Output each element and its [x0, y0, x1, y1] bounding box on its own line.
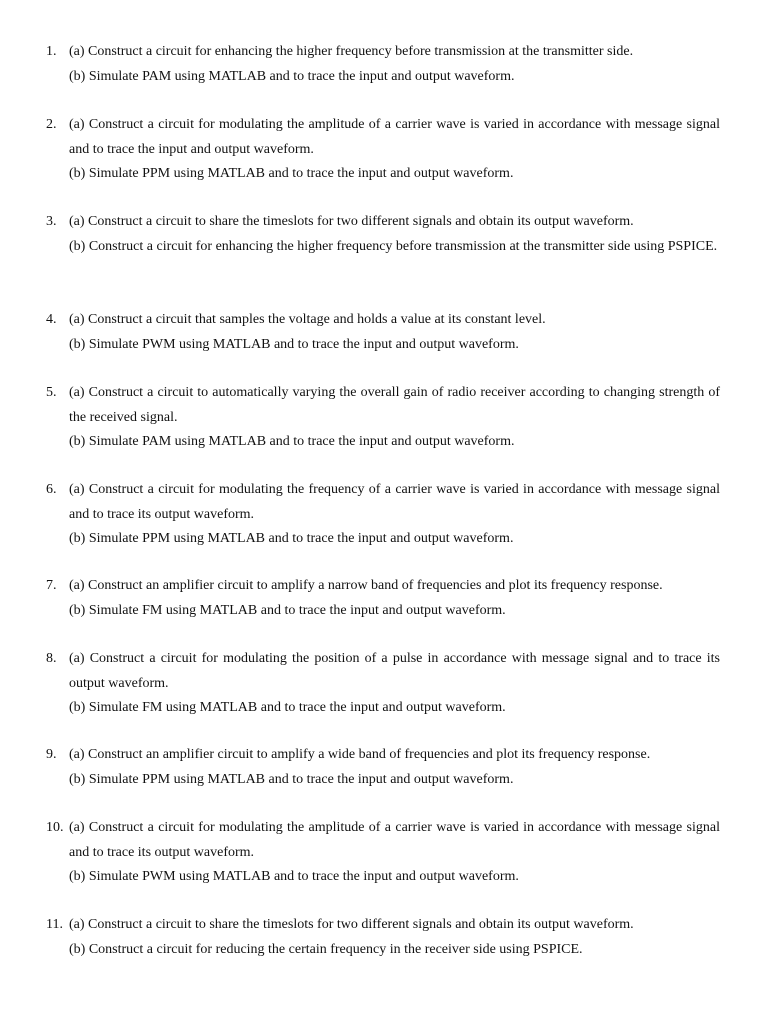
question-body [69, 913, 720, 962]
question-number: 10. [46, 820, 64, 835]
question-number: 3. [46, 214, 57, 229]
question-item [46, 913, 720, 962]
question-part-a: (a) Construct a circuit for modulating the frequency of a carrier wave is varied in accordance with message signal and to trace its output waveform. [69, 482, 720, 522]
question-part-a: (a) Construct an amplifier circuit to amplify a wide band of frequencies and plot its frequency response. [69, 747, 651, 762]
question-part-a: (a) Construct a circuit to share the timeslots for two different signals and obtain its output waveform. [69, 214, 634, 229]
question-part-a: (a) Construct a circuit for modulating the amplitude of a carrier wave is varied in accordance with message signal and to trace the input and output waveform. [69, 117, 720, 157]
question-item [46, 816, 720, 890]
question-item [46, 381, 720, 455]
question-number: 6. [46, 482, 57, 497]
question-body [69, 647, 720, 721]
question-part-b: (b) Simulate PAM using MATLAB and to trace the input and output waveform. [69, 68, 515, 84]
question-body [69, 210, 720, 259]
question-part-a: (a) Construct an amplifier circuit to amplify a narrow band of frequencies and plot its frequency response. [69, 578, 663, 593]
question-part-b: (b) Construct a circuit for reducing the certain frequency in the receiver side using PSPICE. [69, 941, 583, 957]
question-body [69, 113, 720, 187]
question-part-b: (b) Simulate FM using MATLAB and to trace the input and output waveform. [69, 602, 506, 618]
question-part-b: (b) Simulate PPM using MATLAB and to trace the input and output waveform. [69, 771, 514, 787]
question-number: 2. [46, 117, 57, 132]
question-number: 9. [46, 747, 57, 762]
question-number: 8. [46, 651, 57, 666]
question-part-a: (a) Construct a circuit to automatically varying the overall gain of radio receiver according to changing strength of the received signal. [69, 385, 720, 425]
question-item [46, 210, 720, 259]
question-number: 7. [46, 578, 57, 593]
question-item [46, 743, 720, 792]
question-part-b: (b) Simulate PPM using MATLAB and to trace the input and output waveform. [69, 166, 514, 181]
question-item [46, 647, 720, 721]
question-body [69, 40, 720, 89]
question-number: 4. [46, 312, 57, 327]
question-item [46, 113, 720, 187]
question-part-b: (b) Simulate FM using MATLAB and to trace the input and output waveform. [69, 700, 506, 715]
question-item [46, 40, 720, 89]
question-part-a: (a) Construct a circuit for enhancing the higher frequency before transmission at the transmitter side. [69, 44, 634, 59]
question-body [69, 743, 720, 792]
question-part-b: (b) Simulate PAM using MATLAB and to trace the input and output waveform. [69, 434, 515, 449]
question-item [46, 308, 720, 357]
question-part-a: (a) Construct a circuit for modulating the position of a pulse in accordance with message signal and to trace its output waveform. [69, 651, 720, 691]
question-part-b: (b) Simulate PWM using MATLAB and to trace the input and output waveform. [69, 869, 519, 884]
question-item [46, 478, 720, 552]
question-item [46, 574, 720, 623]
question-part-a: (a) Construct a circuit for modulating the amplitude of a carrier wave is varied in accordance with message signal and to trace its output waveform. [69, 820, 720, 860]
question-number: 1. [46, 44, 57, 59]
question-body [69, 381, 720, 455]
question-part-b: (b) Simulate PWM using MATLAB and to trace the input and output waveform. [69, 336, 519, 352]
question-number: 11. [46, 917, 63, 932]
question-part-a: (a) Construct a circuit that samples the voltage and holds a value at its constant level. [69, 312, 546, 327]
question-part-a: (a) Construct a circuit to share the timeslots for two different signals and obtain its output waveform. [69, 917, 634, 932]
question-body [69, 478, 720, 552]
question-body [69, 308, 720, 357]
question-number: 5. [46, 385, 57, 400]
question-part-b: (b) Simulate PPM using MATLAB and to trace the input and output waveform. [69, 531, 514, 546]
question-part-b: (b) Construct a circuit for enhancing the higher frequency before transmission at the transmitter side using PSPICE. [69, 238, 718, 254]
question-body [69, 816, 720, 890]
question-body [69, 574, 720, 623]
